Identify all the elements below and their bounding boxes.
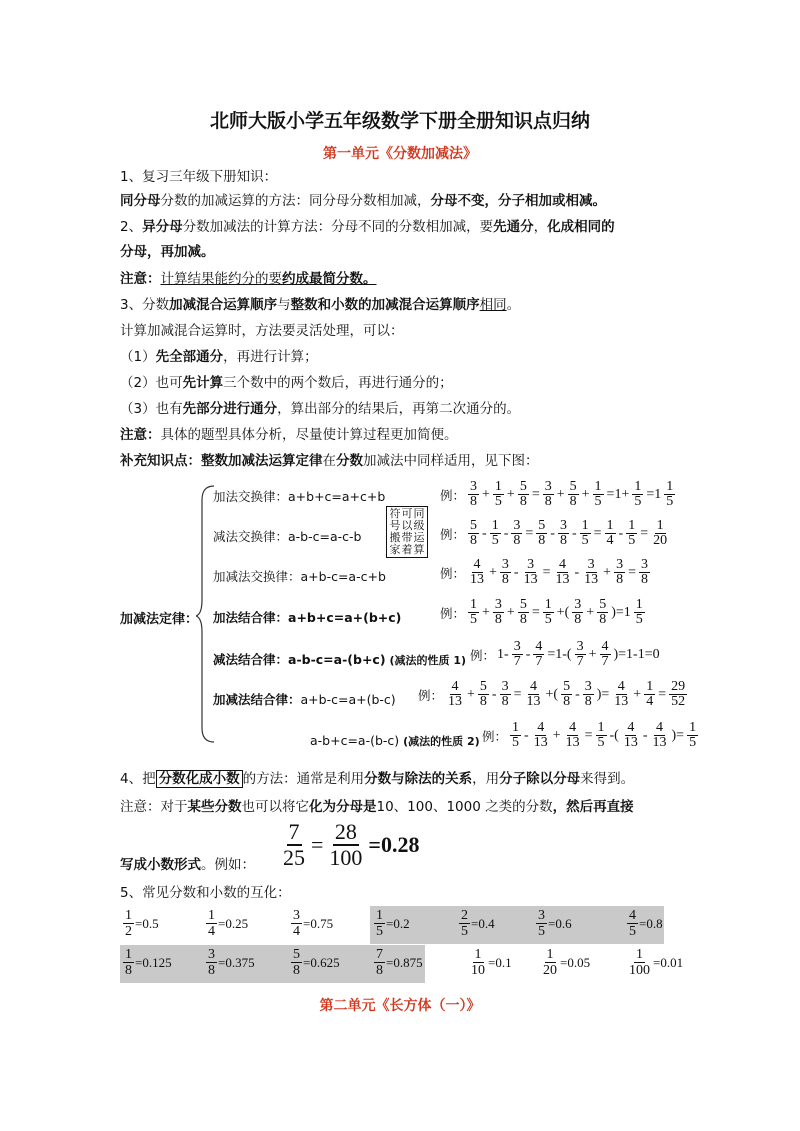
text: （1） [120,349,156,365]
shaded-row-1 [370,906,664,944]
bold-text: 先通分 [493,219,534,235]
rule-formula: a-b+c=a-(b-c) [310,733,400,748]
conversion-item: $\frac{2}{5}$ =0.4 [461,908,495,939]
rule-subtraction-associative [213,650,466,668]
boxed-text: 分数化成小数 [156,770,243,788]
underlined-text: 相同 [479,297,507,313]
conversion-item: $\frac{1}{10}$ =0.1 [471,947,512,978]
text: 来得到。 [580,771,635,787]
conversion-item: $\frac{5}{8}$ =0.625 [293,947,340,978]
conversion-item: $\frac{7}{8}$ =0.875 [376,947,423,978]
text: 具体的题型具体分析，尽量使计算过程更加简便。 [160,427,458,443]
text: 注意：对于 [120,799,188,815]
text: ，再进行计算； [223,349,318,365]
example-6: 例： $\frac{4}{13}$ + $\frac{5}{8}$ - $\frac{3}{8}$ = $\frac{4}{13}$ +( $\frac{5}{8}$ - $\frac{3}{8}$ )= $\frac{4}{13}$ + $\frac{1}{4}$ = $\frac{29}{52}$ [418,679,686,709]
text: 10、100、1000 之类的分数 [376,799,553,815]
text: 也可以将它 [241,799,309,815]
rule-note: (减法的性质 1) [389,654,467,667]
rule-mixed-associative [213,690,396,708]
conversion-item: $\frac{1}{5}$ =0.2 [376,908,410,939]
example-fraction-conversion: $\frac{7}{25}$ = $\frac{28}{100}$ =0.28 [283,819,420,870]
example-2: 例： $\frac{5}{8}$ - $\frac{1}{5}$ - $\frac{3}{8}$ = $\frac{5}{8}$ - $\frac{3}{8}$ - $\frac{1}{5}$ = $\frac{1}{4}$ - $\frac{1}{5}$ = $\frac{1}{20}$ [440,518,668,548]
text-line-4 [120,243,215,261]
example-label: 例： [440,527,466,542]
bold-text: 分母不变，分子相加或相减。 [430,193,606,209]
bold-text: 先全部通分 [155,349,224,365]
text: 三个数中的两个数后，再进行通分的； [223,375,453,391]
bold-text: 补充知识点： [120,453,201,469]
text: （2）也可 [120,375,183,391]
bold-text: 整数和小数的加减混合运算顺序 [290,297,480,313]
rule-mixed-commutative: 加减法交换律：a+b-c=a-c+b [213,569,386,584]
conversion-item: $\frac{1}{100}$ =0.01 [629,947,684,978]
unit-1-heading: 第一单元《分数加减法》 [323,146,477,162]
bold-text: 某些分数 [187,799,242,815]
text-line-6 [120,296,520,314]
text-line-8 [120,348,318,366]
text-line-14 [120,798,634,816]
rule-name: 加法结合律： [213,610,289,625]
note-col-3: 同 级 运 算 [413,507,425,556]
document-title: 北师大版小学五年级数学下册全册知识点归纳 [209,110,590,132]
example-7: 例： $\frac{1}{5}$ - $\frac{4}{13}$ + $\frac{4}{13}$ = $\frac{1}{5}$ -( $\frac{4}{13}$ - $\frac{4}{13}$ )= $\frac{1}{5}$ [482,720,697,750]
text-line-5 [120,270,377,288]
bold-text: 同分母 [120,193,161,209]
bold-text: 分子除以分母 [499,771,581,787]
bold-text: 加减混合运算顺序 [169,297,278,313]
bold-text: 先计算 [182,375,224,391]
example-4: 例： $\frac{1}{5}$ + $\frac{3}{8}$ + $\frac{5}{8}$ = $\frac{1}{5}$ +( $\frac{3}{8}$ + $\frac{5}{8}$ )=1 $\frac{1}{5}$ [440,597,643,627]
text: ，用 [472,771,500,787]
bold-text: 写成小数形式 [120,857,201,873]
rule-subtraction-commutative: 减法交换律：a-b-c=a-c-b [213,529,362,544]
rule-formula: a+b+c=a+(b+c) [288,610,402,625]
text: 4、把 [120,771,156,787]
bold-text: 整数加减法运算定律 [201,453,323,469]
text: 在 [322,453,336,469]
text-line-10 [120,400,520,418]
bold-text: 化成相同的 [547,219,615,235]
rule-formula: a-b-c=a-(b+c) [288,652,386,667]
note-box [386,506,428,558]
example-label: 例： [440,488,466,503]
underlined-text: 计算结果能约分的要 [160,271,282,287]
example-label: 例： [470,648,496,663]
text: 分数的加减运算的方法：同分母分数相加减， [160,193,431,209]
group-label: 加减法定律： [120,612,199,627]
bold-text: 异分母 [142,219,183,235]
conversion-item: $\frac{4}{5}$ =0.8 [629,908,663,939]
text: 。 [506,297,521,313]
conversion-item: $\frac{1}{2}$ =0.5 [125,908,159,939]
text: （3）也有 [120,401,183,417]
rule-name: 加减法结合律： [213,692,301,707]
conversion-item: $\frac{1}{20}$ =0.05 [543,947,591,978]
text: ， [533,219,548,235]
example-label: 例： [482,729,508,744]
bold-text: 注意： [120,427,161,443]
bold-text: 分数 [336,453,363,469]
bold-text: 化为分母是 [309,799,377,815]
text: 与 [277,297,291,313]
text: 。例如： [201,857,255,873]
text-line-11 [120,426,458,444]
bold-text: 分数与除法的关系 [364,771,473,787]
note-col-2: 可 以 带 着 [401,507,413,556]
conversion-item: $\frac{3}{8}$ =0.375 [208,947,255,978]
bold-underlined-text: 约成最简分数。 [282,271,377,287]
text-line-12 [120,452,539,470]
example-result: =0.28 [368,832,420,857]
bold-text: 先部分进行通分 [182,401,278,417]
example-label: 例： [440,566,466,581]
text-line-13 [120,770,634,788]
rule-addition-associative [213,608,401,626]
text: 2、 [120,219,143,235]
example-1: 例： $\frac{3}{8}$ + $\frac{1}{5}$ + $\frac{5}{8}$ = $\frac{3}{8}$ + $\frac{5}{8}$ + $\frac{1}{5}$ =1+ $\frac{1}{5}$ =1 $\frac{1}{5}$ [440,479,674,509]
rule-note: (减法的性质 2) [403,735,480,748]
text-line-2 [120,192,606,210]
bold-text: ，然后再直接 [552,799,634,815]
rule-formula: a+b-c=a+(b-c) [300,692,396,707]
text-line-7: 计算加减混合运算时，方法要灵活处理，可以： [120,323,404,339]
example-label: 例： [440,606,466,621]
text-line-3 [120,218,615,236]
example-3: 例： $\frac{4}{13}$ + $\frac{3}{8}$ - $\frac{3}{13}$ = $\frac{4}{13}$ - $\frac{3}{13}$ + $\frac{3}{8}$ = $\frac{3}{8}$ [440,557,648,587]
text: 分数加减法的计算方法：分母不同的分数相加减，要 [182,219,494,235]
conversion-item: $\frac{3}{5}$ =0.6 [538,908,572,939]
text: ，算出部分的结果后，再第二次通分的。 [277,401,521,417]
text-line-15 [120,856,255,874]
example-5: 例： 1- $\frac{3}{7}$ - $\frac{4}{7}$ =1-( $\frac{3}{7}$ + $\frac{4}{7}$ )=1-1=0 [470,639,660,669]
text: 加减法中同样适用，见下图： [363,453,539,469]
rule-addition-commutative: 加法交换律：a+b+c=a+c+b [213,489,386,504]
text-line-1: 1、复习三年级下册知识： [120,169,278,185]
conversion-item: $\frac{1}{8}$ =0.125 [125,947,172,978]
unit-2-heading: 第二单元《长方体（一）》 [319,998,481,1014]
conversion-item: $\frac{3}{4}$ =0.75 [293,908,334,939]
rule-name: 减法结合律： [213,652,289,667]
example-label: 例： [418,688,444,703]
text-line-9 [120,374,453,392]
text: 的方法：通常是利用 [242,771,365,787]
note-col-1: 符 号 搬 家 [389,507,401,556]
bold-text: 注意： [120,271,161,287]
conversion-item: $\frac{1}{4}$ =0.25 [208,908,249,939]
text: 3、分数 [120,297,170,313]
rule-mixed-associative-2 [310,733,480,749]
text-line-16: 5、常见分数和小数的互化： [120,885,291,901]
bold-text: 分母，再加减。 [120,244,215,260]
